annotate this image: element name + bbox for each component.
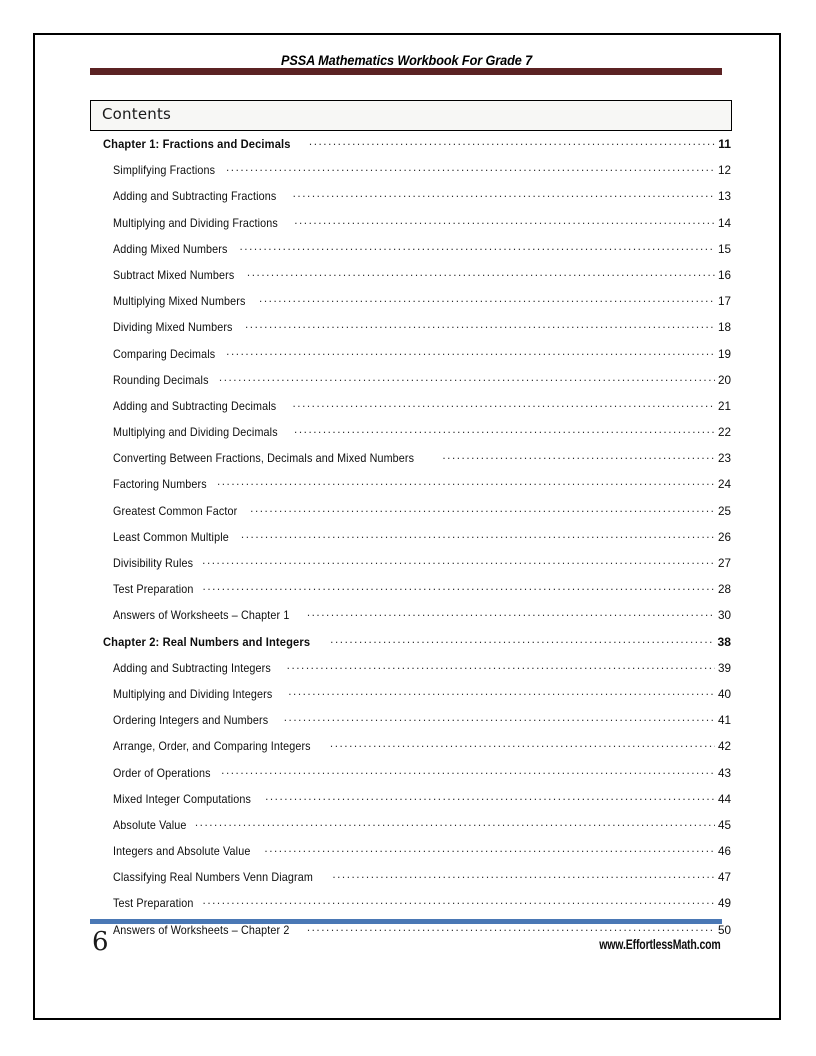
- toc-entry-row[interactable]: [90, 891, 732, 917]
- toc-dot-leader: [219, 368, 715, 384]
- toc-dot-leader: [294, 420, 715, 436]
- toc-entry-page-number: 42: [717, 740, 731, 754]
- toc-dot-leader: [265, 787, 715, 803]
- toc-dot-leader: [332, 865, 715, 881]
- toc-dot-leader: [330, 734, 715, 750]
- toc-entry-page-number: 14: [717, 216, 731, 230]
- toc-entry-label: Converting Between Fractions, Decimals and Mixed Numbers: [113, 452, 415, 466]
- toc-entry-row[interactable]: [90, 865, 732, 891]
- toc-dot-leader: [284, 708, 715, 724]
- toc-entry-page-number: 13: [717, 190, 731, 204]
- toc-entry-label: Simplifying Fractions: [113, 164, 216, 178]
- toc-dot-leader: [203, 577, 715, 593]
- toc-entry-page-number: 44: [717, 792, 731, 806]
- toc-entry-label: Adding Mixed Numbers: [113, 242, 228, 256]
- toc-entry-page-number: 43: [717, 766, 731, 780]
- toc-entry-page-number: 11: [718, 137, 731, 151]
- toc-dot-leader: [217, 472, 715, 488]
- toc-entry-page-number: 26: [717, 530, 731, 544]
- toc-dot-leader: [307, 603, 715, 619]
- toc-entry-row[interactable]: [90, 263, 732, 289]
- toc-entry-label: Comparing Decimals: [113, 347, 216, 361]
- toc-entry-label: Least Common Multiple: [113, 530, 229, 544]
- toc-entry-page-number: 24: [717, 478, 731, 492]
- toc-entry-row[interactable]: [90, 525, 732, 551]
- toc-entry-label: Adding and Subtracting Decimals: [113, 399, 277, 413]
- toc-entry-label: Classifying Real Numbers Venn Diagram: [113, 871, 313, 885]
- toc-dot-leader: [264, 839, 715, 855]
- toc-entry-label: Answers of Worksheets – Chapter 1: [113, 609, 290, 623]
- toc-dot-leader: [245, 315, 715, 331]
- toc-entry-label: Multiplying and Dividing Fractions: [113, 216, 278, 230]
- toc-entry-label: Arrange, Order, and Comparing Integers: [113, 740, 311, 754]
- toc-entry-label: Absolute Value: [113, 818, 187, 832]
- toc-entry-label: Multiplying and Dividing Decimals: [113, 426, 278, 440]
- toc-entry-row[interactable]: [90, 446, 732, 472]
- toc-entry-label: Adding and Subtracting Fractions: [113, 190, 277, 204]
- toc-entry-row[interactable]: [90, 813, 732, 839]
- toc-entry-row[interactable]: [90, 761, 732, 787]
- toc-entry-page-number: 17: [717, 295, 731, 309]
- toc-entry-row[interactable]: [90, 551, 732, 577]
- contents-heading-box: [90, 100, 732, 131]
- toc-entry-row[interactable]: [90, 420, 732, 446]
- toc-entry-page-number: 23: [717, 452, 731, 466]
- toc-entry-page-number: 45: [717, 818, 731, 832]
- toc-entry-label: Chapter 2: Real Numbers and Integers: [103, 634, 311, 649]
- toc-entry-label: Rounding Decimals: [113, 373, 209, 387]
- toc-entry-row[interactable]: [90, 708, 732, 734]
- toc-entry-page-number: 21: [717, 399, 731, 413]
- toc-entry-label: Order of Operations: [113, 766, 211, 780]
- toc-dot-leader: [250, 499, 715, 515]
- toc-entry-label: Dividing Mixed Numbers: [113, 321, 233, 335]
- toc-entry-label: Chapter 1: Fractions and Decimals: [103, 137, 291, 151]
- toc-dot-leader: [309, 132, 715, 148]
- toc-entry-label: Greatest Common Factor: [113, 504, 238, 518]
- footer-rule: [90, 919, 722, 924]
- toc-entry-page-number: 28: [717, 583, 731, 597]
- toc-entry-page-number: 18: [717, 321, 731, 335]
- toc-dot-leader: [226, 158, 715, 174]
- toc-dot-leader: [202, 551, 715, 567]
- toc-entry-row[interactable]: [90, 839, 732, 865]
- toc-chapter-row[interactable]: [90, 132, 732, 158]
- toc-entry-page-number: 49: [717, 897, 731, 911]
- toc-dot-leader: [287, 656, 715, 672]
- toc-entry-page-number: 27: [717, 557, 731, 570]
- toc-dot-leader: [330, 630, 715, 646]
- toc-chapter-row[interactable]: [90, 630, 732, 656]
- toc-entry-row[interactable]: [90, 394, 732, 420]
- toc-entry-page-number: 40: [717, 687, 731, 701]
- page-frame: [33, 33, 781, 1020]
- toc-entry-row[interactable]: [90, 158, 732, 184]
- toc-entry-row[interactable]: [90, 499, 732, 525]
- toc-entry-page-number: 22: [717, 426, 731, 440]
- toc-entry-page-number: 41: [717, 714, 731, 728]
- toc-entry-page-number: 46: [717, 845, 731, 859]
- contents-heading-label: Contents: [102, 105, 172, 123]
- toc-entry-row[interactable]: [90, 787, 732, 813]
- toc-entry-label: Mixed Integer Computations: [113, 792, 252, 806]
- toc-dot-leader: [241, 525, 715, 541]
- table-of-contents: [90, 132, 732, 944]
- toc-entry-label: Multiplying Mixed Numbers: [113, 295, 246, 309]
- toc-entry-row[interactable]: [90, 342, 732, 368]
- toc-dot-leader: [292, 394, 715, 410]
- toc-dot-leader: [293, 184, 715, 200]
- toc-entry-row[interactable]: [90, 472, 732, 498]
- toc-dot-leader: [288, 682, 715, 698]
- toc-entry-page-number: 16: [717, 268, 731, 282]
- toc-entry-label: Integers and Absolute Value: [113, 845, 251, 859]
- toc-entry-row[interactable]: [90, 184, 732, 210]
- toc-entry-label: Answers of Worksheets – Chapter 2: [113, 923, 290, 937]
- toc-entry-label: Divisibility Rules: [113, 557, 194, 570]
- toc-entry-page-number: 39: [717, 661, 731, 675]
- running-header-title: PSSA Mathematics Workbook For Grade 7: [281, 53, 533, 68]
- toc-dot-leader: [294, 211, 715, 227]
- toc-entry-row[interactable]: [90, 577, 732, 603]
- toc-entry-page-number: 15: [717, 242, 731, 256]
- toc-entry-page-number: 47: [717, 871, 731, 885]
- toc-entry-row[interactable]: [90, 289, 732, 315]
- toc-dot-leader: [226, 342, 715, 358]
- toc-dot-leader: [442, 446, 715, 462]
- toc-dot-leader: [239, 237, 715, 253]
- toc-entry-page-number: 38: [717, 634, 731, 649]
- toc-entry-row[interactable]: [90, 734, 732, 760]
- toc-entry-label: Test Preparation: [113, 897, 194, 911]
- toc-entry-row[interactable]: [90, 368, 732, 394]
- toc-dot-leader: [203, 891, 715, 907]
- toc-dot-leader: [221, 761, 715, 777]
- toc-entry-row[interactable]: [90, 682, 732, 708]
- toc-entry-label: Test Preparation: [113, 583, 194, 597]
- toc-entry-label: Multiplying and Dividing Integers: [113, 687, 273, 701]
- toc-entry-label: Adding and Subtracting Integers: [113, 661, 271, 675]
- toc-entry-label: Factoring Numbers: [113, 478, 207, 492]
- toc-entry-page-number: 12: [717, 164, 731, 178]
- toc-dot-leader: [195, 813, 715, 829]
- toc-entry-page-number: 19: [717, 347, 731, 361]
- toc-entry-row[interactable]: [90, 315, 732, 341]
- toc-entry-row[interactable]: [90, 211, 732, 237]
- toc-entry-label: Ordering Integers and Numbers: [113, 714, 269, 728]
- toc-entry-row[interactable]: [90, 237, 732, 263]
- toc-dot-leader: [259, 289, 715, 305]
- toc-entry-page-number: 25: [717, 504, 731, 518]
- toc-entry-page-number: 30: [717, 609, 731, 623]
- toc-entry-page-number: 50: [717, 923, 731, 937]
- header-rule: [90, 68, 722, 75]
- toc-entry-row[interactable]: [90, 603, 732, 629]
- toc-entry-page-number: 20: [717, 373, 731, 387]
- footer-page-number: 6: [92, 927, 109, 957]
- toc-entry-label: Subtract Mixed Numbers: [113, 268, 235, 282]
- toc-dot-leader: [247, 263, 715, 279]
- footer-website-url: www.EffortlessMath.com: [599, 937, 721, 952]
- toc-entry-row[interactable]: [90, 656, 732, 682]
